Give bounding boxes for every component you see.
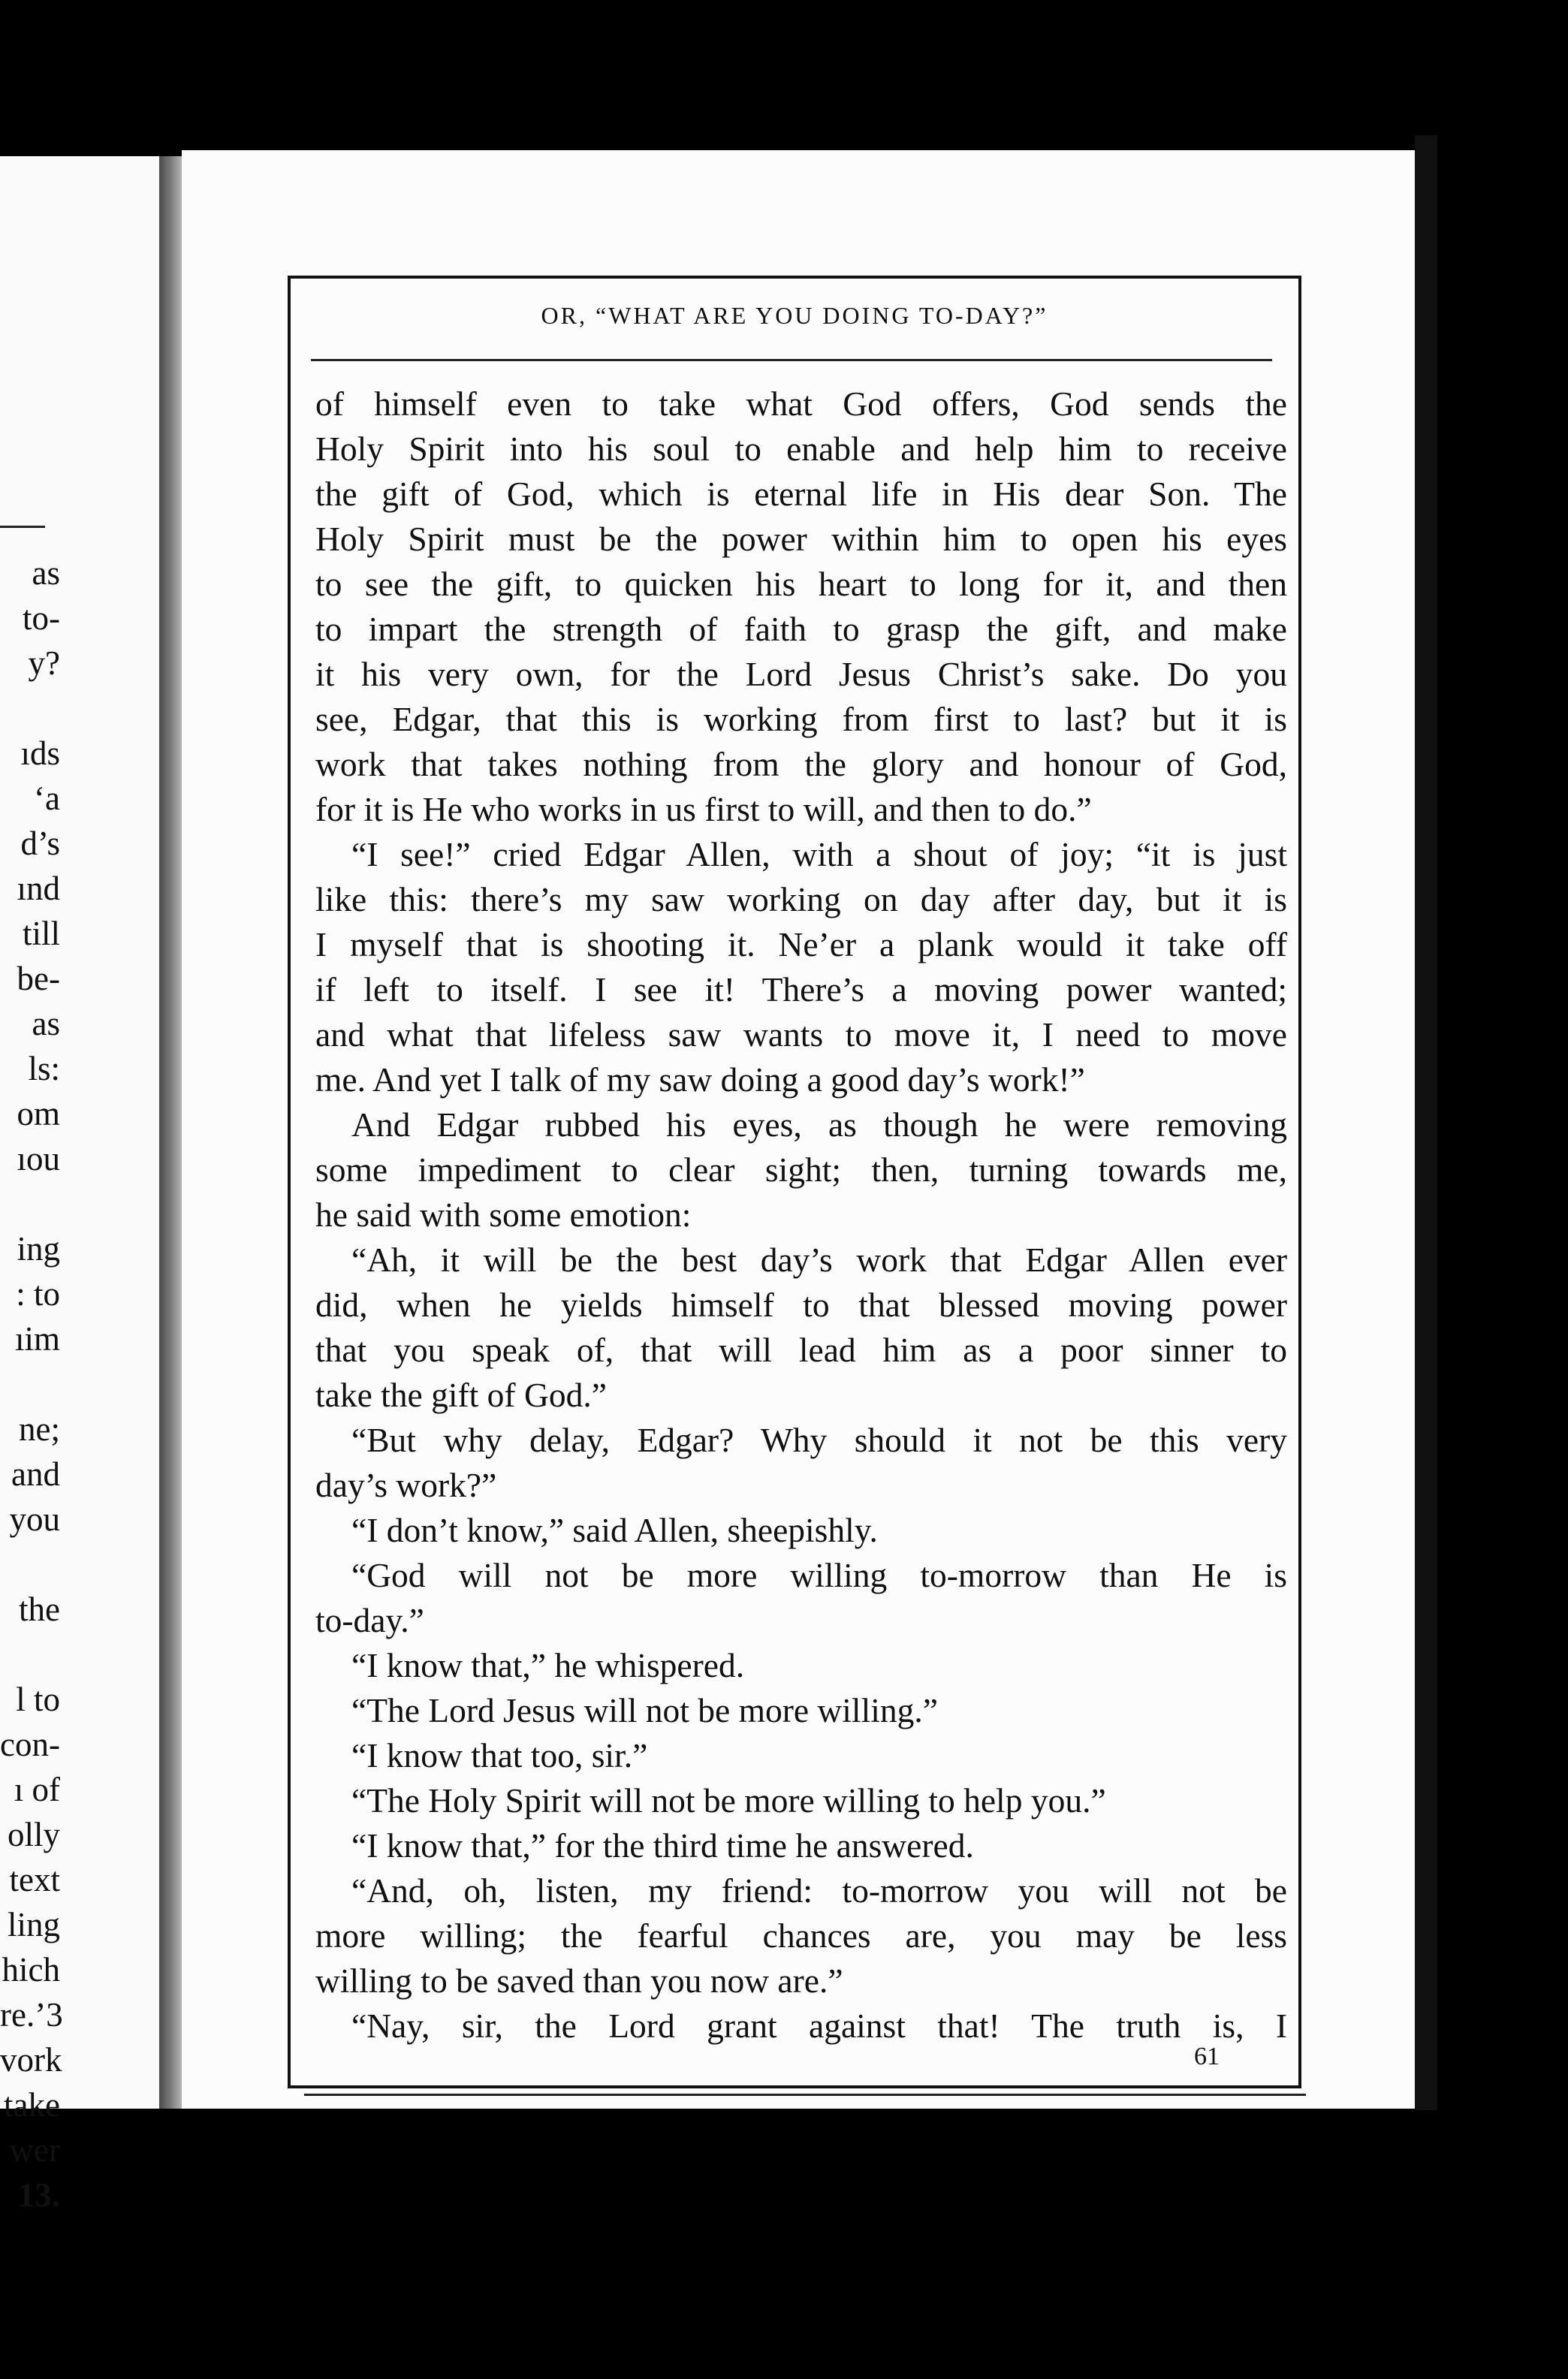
text-line: “I don’t know,” said Allen, sheepishly.	[351, 1511, 878, 1549]
text-line: that you speak of, that will lead him as a poor sinner to	[315, 1331, 1287, 1369]
left-fragment: to-	[23, 599, 60, 637]
text-line: of himself even to take what God offers, God sends the	[315, 384, 1287, 423]
text-line: to impart the strength of faith to grasp the gift, and make	[315, 610, 1287, 648]
left-fragment: hich	[2, 1951, 60, 1989]
text-line: “The Lord Jesus will not be more willing.”	[351, 1691, 938, 1729]
left-fragment: vork	[0, 2041, 62, 2079]
text-line: see, Edgar, that this is working from first to last? but it is	[315, 700, 1287, 738]
text-line: “Ah, it will be the best day’s work that Edgar Allen ever	[351, 1241, 1287, 1279]
text-line: work that takes nothing from the glory and honour of God,	[315, 745, 1287, 783]
left-fragment	[0, 1181, 60, 1226]
left-fragment: wer	[9, 2131, 60, 2169]
text-line: and what that lifeless saw wants to move it, I need to move	[315, 1015, 1287, 1054]
text-line: the gift of God, which is eternal life in His dear Son. The	[315, 475, 1287, 513]
left-fragment: con-	[0, 1726, 60, 1763]
text-line: some impediment to clear sight; then, turning towards me,	[315, 1150, 1287, 1189]
text-line: “Nay, sir, the Lord grant against that! The truth is, I	[351, 2007, 1287, 2045]
left-page-text-fragments	[0, 550, 63, 2218]
text-line: “I know that,” for the third time he answered.	[351, 1826, 974, 1865]
frame-bottom-rule	[304, 2094, 1306, 2096]
left-fragment: ing	[17, 1230, 60, 1268]
left-fragment: om	[17, 1095, 60, 1132]
body-text	[315, 381, 1287, 2049]
left-fragment: y?	[28, 644, 60, 682]
text-line: Holy Spirit into his soul to enable and help him to receive	[315, 430, 1287, 468]
text-line: And Edgar rubbed his eyes, as though he were removing	[351, 1105, 1287, 1144]
left-fragment: as	[32, 554, 60, 592]
left-fragment: l to	[16, 1681, 60, 1718]
text-line: me. And yet I talk of my saw doing a good day’s work!”	[315, 1060, 1085, 1099]
left-fragment: ıds	[20, 734, 60, 772]
left-fragment	[0, 686, 60, 731]
text-line: for it is He who works in us first to will, and then to do.”	[315, 790, 1092, 828]
left-fragment	[0, 1361, 60, 1407]
text-line: to-day.”	[315, 1601, 424, 1639]
page-number: 61	[1194, 2043, 1220, 2070]
left-fragment: : to	[16, 1275, 60, 1313]
left-fragment: ı of	[14, 1771, 60, 1808]
running-header: OR, “WHAT ARE YOU DOING TO-DAY?”	[541, 302, 1048, 329]
text-line: Holy Spirit must be the power within him to open his eyes	[315, 520, 1287, 558]
text-line: I myself that is shooting it. Ne’er a plank would it take off	[315, 925, 1287, 963]
left-fragment: ls:	[28, 1050, 60, 1087]
text-line: more willing; the fearful chances are, you may be less	[315, 1916, 1287, 1955]
text-line: he said with some emotion:	[315, 1196, 692, 1234]
text-line: to see the gift, to quicken his heart to long for it, and then	[315, 565, 1287, 603]
text-line: willing to be saved than you now are.”	[315, 1961, 843, 2000]
text-line: it his very own, for the Lord Jesus Christ’s sake. Do you	[315, 655, 1287, 693]
text-line: “And, oh, listen, my friend: to-morrow you will not be	[351, 1871, 1287, 1910]
left-fragment: take	[4, 2086, 60, 2124]
book-spine	[159, 156, 182, 2109]
text-line: “God will not be more willing to-morrow than He is	[351, 1556, 1287, 1594]
text-line: day’s work?”	[315, 1466, 497, 1504]
page-edge-shadow	[1415, 135, 1437, 2110]
text-line: did, when he yields himself to that blessed moving power	[315, 1286, 1287, 1324]
left-fragment: ‘a	[34, 779, 60, 817]
left-fragment: ıim	[14, 1320, 60, 1358]
left-fragment: text	[9, 1861, 60, 1898]
text-line: “But why delay, Edgar? Why should it not be this very	[351, 1421, 1287, 1459]
text-line: take the gift of God.”	[315, 1376, 607, 1414]
left-fragment: and	[11, 1455, 60, 1493]
left-fragment: ne;	[19, 1410, 60, 1448]
left-fragment: till	[22, 915, 60, 952]
left-fragment	[0, 1632, 60, 1677]
text-line: “I know that,” he whispered.	[351, 1646, 745, 1684]
text-line: if left to itself. I see it! There’s a moving power wanted;	[315, 970, 1287, 1009]
left-fragment: 13.	[17, 2176, 60, 2214]
left-fragment: the	[19, 1591, 60, 1628]
left-page	[0, 156, 159, 2214]
left-fragment: ınd	[17, 870, 60, 907]
left-fragment: d’s	[20, 825, 60, 862]
text-line: “I know that too, sir.”	[351, 1736, 648, 1774]
left-fragment: you	[9, 1500, 60, 1538]
text-line: like this: there’s my saw working on day after day, but it is	[315, 880, 1287, 918]
left-fragment: ıou	[17, 1140, 60, 1177]
header-rule	[311, 359, 1272, 361]
left-fragment: olly	[7, 1816, 60, 1853]
left-fragment: as	[32, 1005, 60, 1042]
left-fragment: be-	[17, 960, 60, 997]
left-fragment	[0, 1542, 60, 1587]
left-fragment: ling	[7, 1906, 60, 1943]
left-header-rule	[0, 526, 45, 528]
text-line: “I see!” cried Edgar Allen, with a shout of joy; “it is just	[351, 835, 1287, 873]
left-fragment: re.’3	[0, 1996, 63, 2034]
text-line: “The Holy Spirit will not be more willing to help you.”	[351, 1781, 1106, 1820]
